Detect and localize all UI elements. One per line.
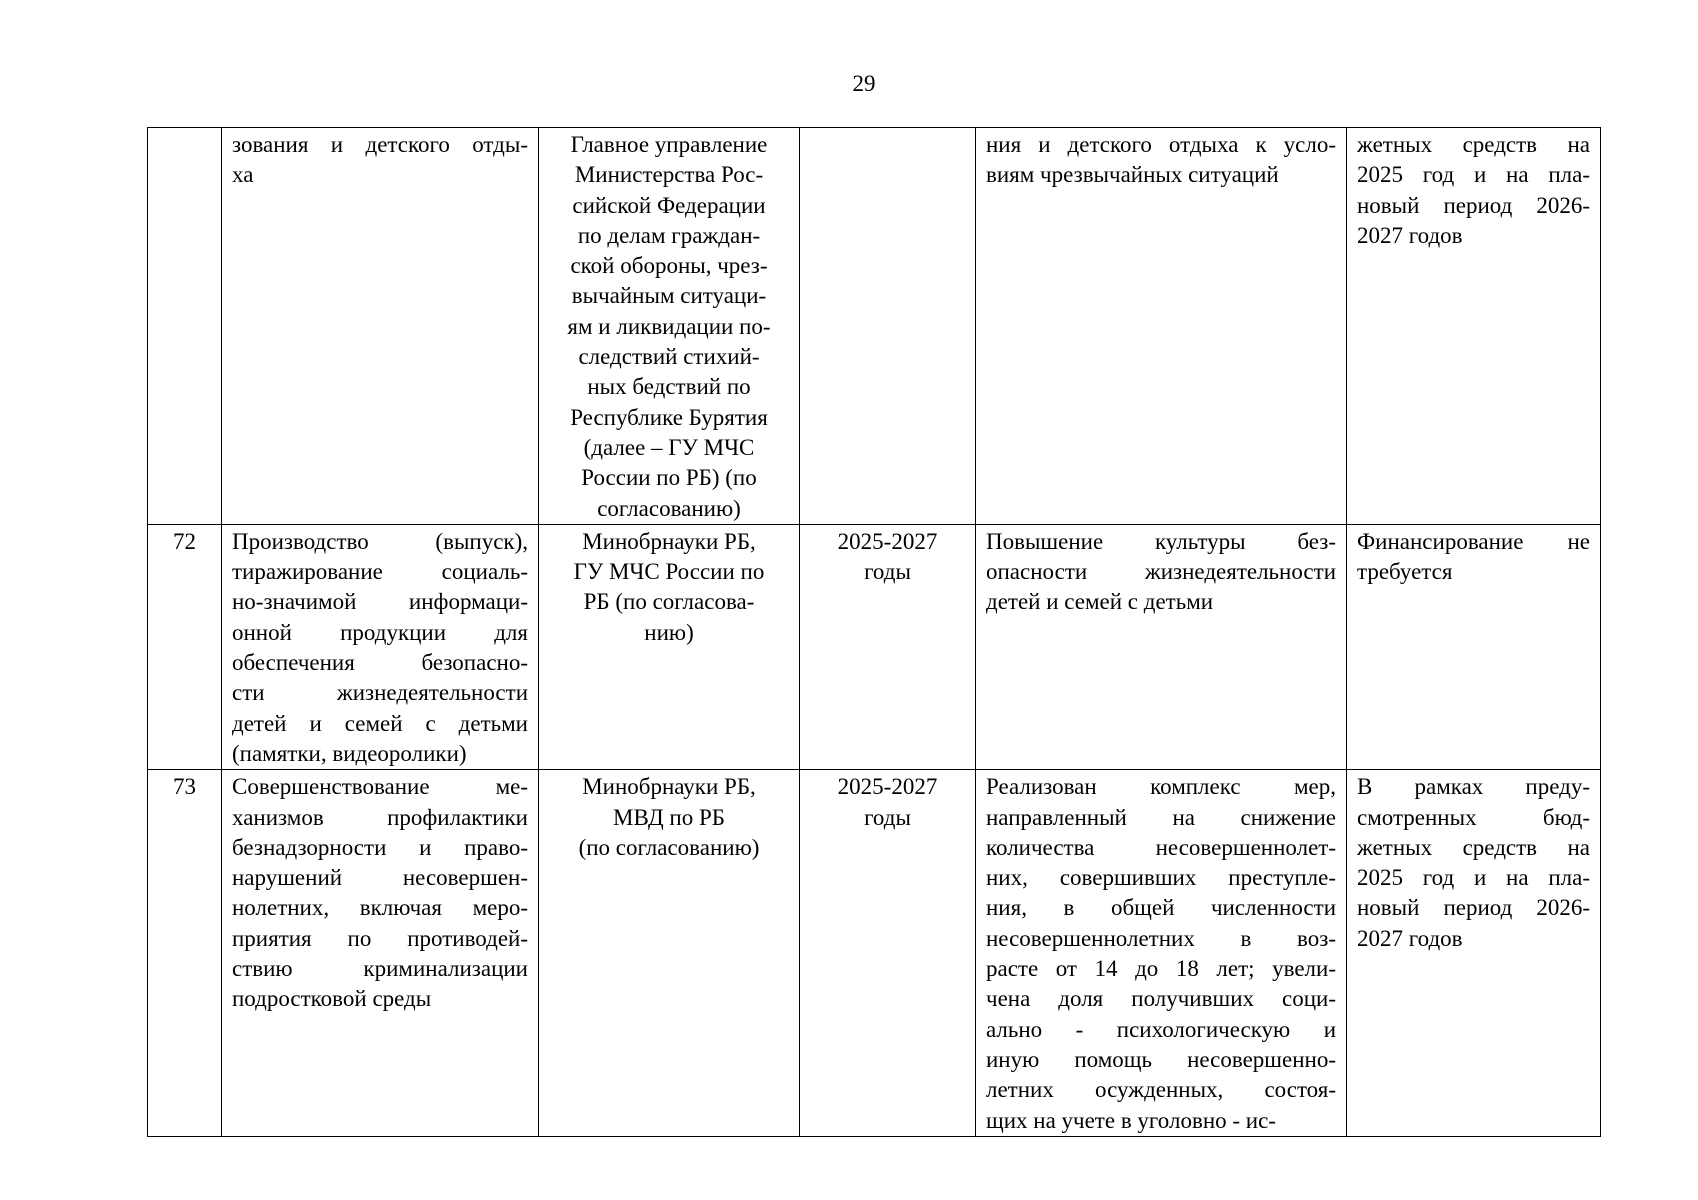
cell-text-line: ха	[232, 162, 254, 188]
cell-text-line: сти жизнедеятельности	[232, 680, 528, 706]
executor-cell	[539, 770, 800, 1137]
cell-text-line: приятия по противодей-	[232, 925, 528, 951]
table-row	[148, 770, 1601, 1137]
cell-text-line: чена доля получивших соци-	[986, 986, 1336, 1012]
cell-text: 73	[173, 774, 196, 800]
cell-text-line: ных бедствий по	[587, 374, 751, 400]
cell-text-line: несовершеннолетних в воз-	[986, 925, 1336, 951]
cell-text-line: согласованию)	[597, 495, 741, 521]
cell-text-line: ской обороны, чрез-	[570, 253, 768, 279]
cell-text-line: Главное управление	[570, 132, 768, 157]
event-cell	[222, 524, 539, 769]
cell-text-line: Минобрнауки РБ,	[582, 774, 756, 800]
cell-text-line: щих на учете в уголовно - ис-	[986, 1107, 1276, 1133]
cell-text-line: ям и ликвидации по-	[567, 313, 771, 339]
row-number-cell	[148, 770, 222, 1137]
cell-text-line: смотренных бюд-	[1357, 804, 1590, 830]
cell-text-line: новый период 2026-	[1357, 192, 1590, 218]
cell-text-line: подростковой среды	[232, 986, 432, 1012]
cell-text-line: (по согласованию)	[578, 834, 760, 860]
cell-text-line: ханизмов профилактики	[232, 804, 528, 830]
cell-text-line: 2025 год и на пла-	[1357, 162, 1590, 188]
cell-text-line: жетных средств на	[1357, 132, 1590, 157]
cell-text-line: ния, в общей численности	[986, 895, 1336, 921]
result-cell	[976, 128, 1347, 525]
cell-text-line: по делам граждан-	[577, 222, 761, 248]
cell-text-line: МВД по РБ	[613, 804, 725, 830]
cell-text-line: (далее – ГУ МЧС	[583, 434, 755, 460]
result-cell	[976, 524, 1347, 769]
cell-text-line: ГУ МЧС России по	[573, 559, 765, 585]
cell-text-line: ствию криминализации	[232, 956, 528, 982]
cell-text-line: обеспечения безопасно-	[232, 650, 528, 676]
measures-table	[147, 127, 1601, 1137]
term-cell	[800, 524, 976, 769]
financing-cell	[1347, 524, 1601, 769]
page-number: 29	[852, 71, 876, 96]
cell-text-line: зования и детского отды-	[232, 132, 528, 157]
event-cell	[222, 770, 539, 1137]
event-cell	[222, 128, 539, 525]
financing-cell	[1347, 128, 1601, 525]
cell-text-line: 2027 годов	[1357, 222, 1463, 248]
cell-text-line: В рамках преду-	[1357, 774, 1590, 800]
financing-cell	[1347, 770, 1601, 1137]
cell-text-line: требуется	[1357, 559, 1453, 585]
cell-text-line: ния и детского отдыха к усло-	[986, 132, 1336, 157]
cell-text-line: тиражирование социаль-	[232, 559, 528, 585]
cell-text-line: 2027 годов	[1357, 925, 1463, 951]
cell-text-line: 2025-2027	[837, 774, 938, 800]
executor-cell	[539, 524, 800, 769]
cell-text-line: новый период 2026-	[1357, 895, 1590, 921]
cell-text-line: опасности жизнедеятельности	[986, 559, 1336, 585]
term-cell	[800, 770, 976, 1137]
cell-text-line: нию)	[644, 619, 694, 645]
cell-text-line: онной продукции для	[232, 619, 528, 645]
term-cell	[800, 128, 976, 525]
cell-text-line: России по РБ) (по	[581, 465, 757, 491]
cell-text-line: Министерства Рос-	[574, 162, 764, 188]
cell-text-line: Минобрнауки РБ,	[582, 528, 756, 554]
cell-text-line: Совершенствование ме-	[232, 774, 528, 800]
cell-text-line: 2025 год и на пла-	[1357, 865, 1590, 891]
cell-text-line: количества несовершеннолет-	[986, 834, 1336, 860]
cell-text-line: (памятки, видеоролики)	[232, 740, 467, 766]
cell-text-line: ально - психологическую и	[986, 1016, 1336, 1042]
cell-text-line: иную помощь несовершенно-	[986, 1046, 1336, 1072]
cell-text-line: направленный на снижение	[986, 804, 1336, 830]
cell-text-line: виям чрезвычайных ситуаций	[986, 162, 1279, 188]
cell-text-line: детей и семей с детьми	[986, 589, 1214, 615]
row-number-cell	[148, 524, 222, 769]
cell-text-line: Производство (выпуск),	[232, 528, 528, 554]
table-row	[148, 524, 1601, 769]
cell-text-line: вычайным ситуаци-	[571, 283, 767, 309]
row-number-cell	[148, 128, 222, 525]
cell-text-line: расте от 14 до 18 лет; увели-	[986, 956, 1336, 982]
cell-text-line: РБ (по согласова-	[583, 589, 755, 615]
cell-text-line: Республике Бурятия	[570, 404, 768, 430]
cell-text-line: летних осужденных, состоя-	[986, 1077, 1336, 1103]
cell-text-line: годы	[864, 804, 911, 830]
cell-text-line: нарушений несовершен-	[232, 865, 528, 891]
cell-text-line: но-значимой информаци-	[232, 589, 528, 615]
table-row	[148, 128, 1601, 525]
result-cell	[976, 770, 1347, 1137]
cell-text-line: Реализован комплекс мер,	[986, 774, 1336, 800]
cell-text-line: детей и семей с детьми	[232, 710, 528, 736]
cell-text-line: 2025-2027	[837, 528, 938, 554]
executor-cell	[539, 128, 800, 525]
cell-text-line: безнадзорности и право-	[232, 834, 528, 860]
cell-text: 72	[173, 528, 196, 554]
cell-text-line: Финансирование не	[1357, 528, 1590, 554]
cell-text-line: жетных средств на	[1357, 834, 1590, 860]
cell-text-line: годы	[864, 559, 911, 585]
cell-text-line: сийской Федерации	[572, 192, 766, 218]
cell-text-line: них, совершивших преступле-	[986, 865, 1336, 891]
cell-text-line: следствий стихий-	[578, 344, 760, 370]
cell-text-line: нолетних, включая меро-	[232, 895, 528, 921]
cell-text-line: Повышение культуры без-	[986, 528, 1336, 554]
